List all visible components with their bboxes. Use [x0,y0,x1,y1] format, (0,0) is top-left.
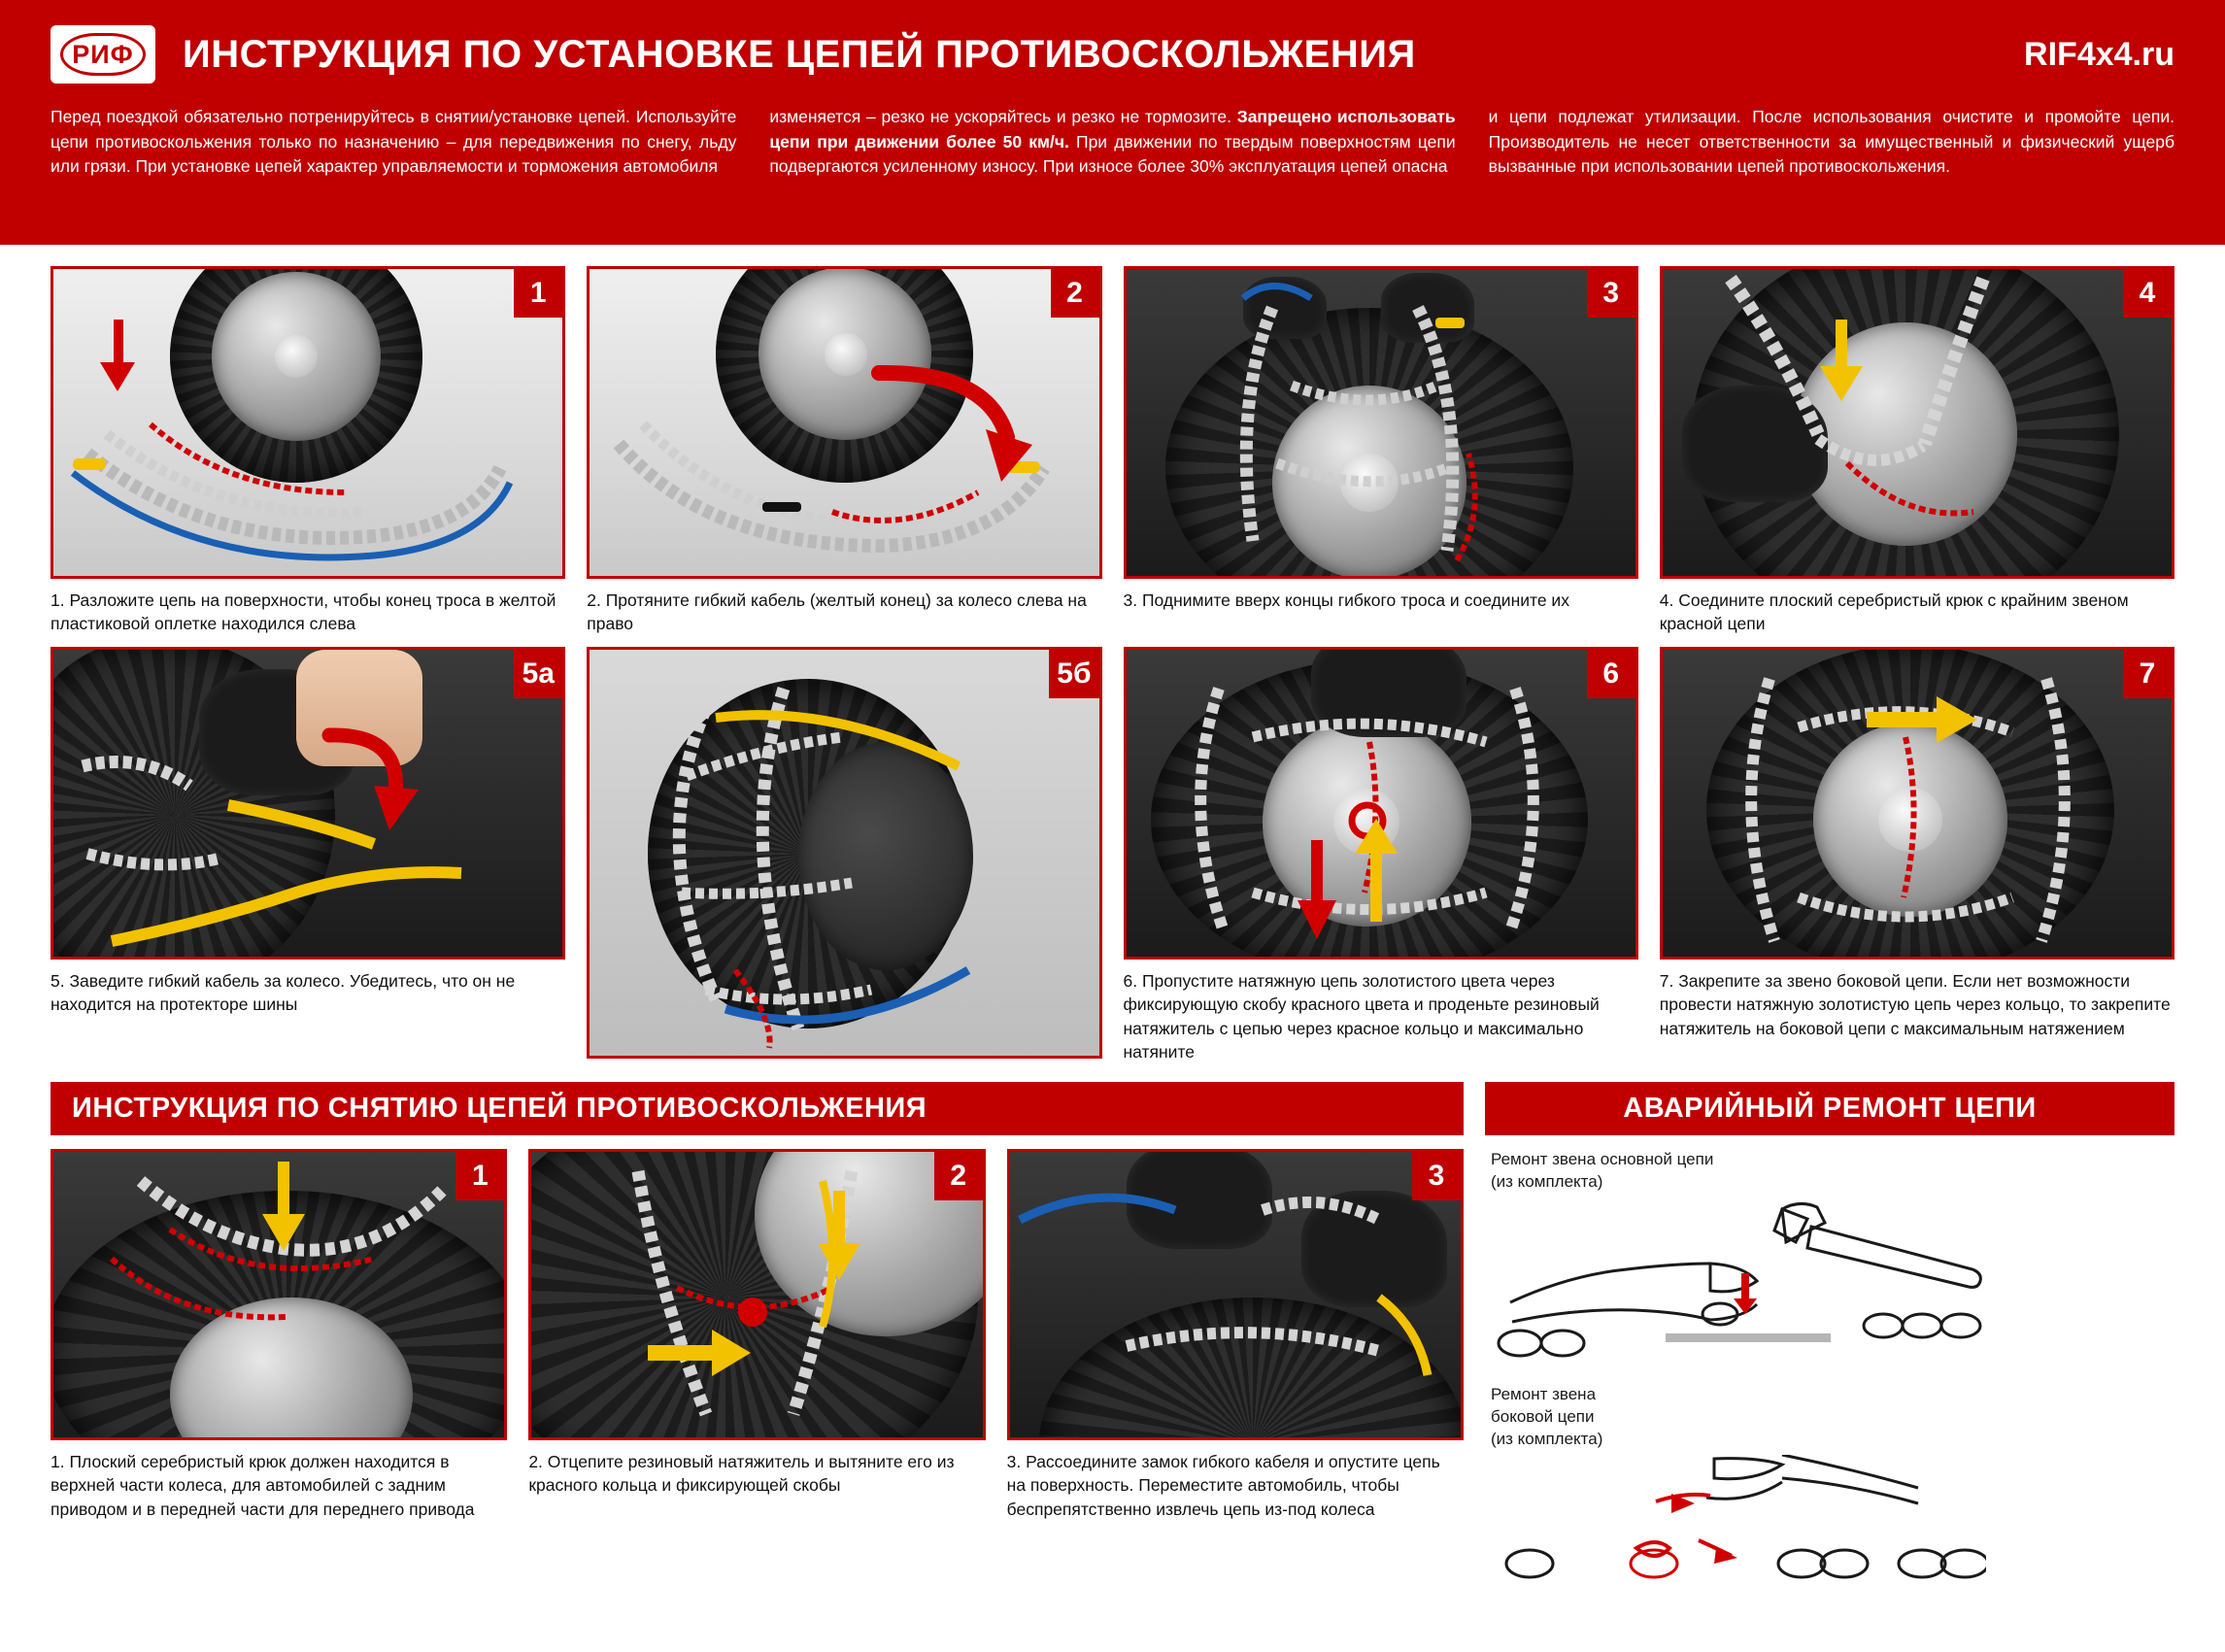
chain-on-wheel-illustration [1127,269,1612,579]
removal-step-2-caption: 2. Отцепите резиновый натяжитель и вытяните его из красного кольца и фиксирующей скобы [528,1452,955,1496]
install-row-1 [51,266,2174,635]
step-badge: 4 [2123,269,2172,318]
step-1-caption: 1. Разложите цепь на поверхности, чтобы конец троса в желтой пластиковой оплетке находился слева [51,590,556,634]
install-row-2 [51,647,2174,1068]
chain-fitted-illustration [590,650,1075,1059]
removal-step-3-photo [1007,1149,1464,1440]
step-2-photo [587,266,1101,579]
cable-behind-wheel-illustration [53,650,539,960]
step-badge: 1 [514,269,562,318]
step-5b-photo [587,647,1101,1059]
step-4-caption: 4. Соедините плоский серебристый крюк с крайним звеном красной цепи [1659,590,2129,634]
step-6-caption: 6. Пропустите натяжную цепь золотистого цвета через фиксирующую скобу красного цвета и проденьте резиновый натяжитель с цепью через красное кольцо и максимально натяните [1123,971,1600,1062]
removal-step-1 [51,1149,507,1601]
red-curved-arrow-icon [318,725,424,842]
intro-column-1: Перед поездкой обязательно потренируйтесь в снятии/установке цепей. Используйте цепи противоскольжения только по назначению – для передвижения по снегу, льду или грязи. При установке цепей характер управляемости и торможения автомобиля [51,107,737,177]
step-badge: 6 [1587,650,1635,698]
side-chain-repair-illustration [1491,1455,1986,1601]
step-badge: 5б [1049,650,1098,698]
yellow-arrow-right-icon [1867,687,1983,755]
install-step-2 [587,266,1101,635]
repair-content [1485,1149,2174,1601]
step-badge: 5а [514,650,562,698]
intro-column-2 [769,105,1455,180]
removal-step-3 [1007,1149,1464,1601]
removal-step-1-photo [51,1149,507,1440]
step-6-photo [1124,647,1638,960]
step-2-caption: 2. Протяните гибкий кабель (желтый конец) за колесо слева на право [587,590,1087,634]
yellow-arrow-up-icon [1345,815,1413,931]
repair-section-title: АВАРИЙНЫЙ РЕМОНТ ЦЕПИ [1485,1082,2174,1135]
intro-text-columns [51,105,2174,180]
step-7-caption: 7. Закрепите за звено боковой цепи. Если нет возможности провести натяжную золотистую цепь через кольцо, то закрепите натяжитель на боковой цепи с максимальным натяжением [1659,971,2171,1038]
page-title: ИНСТРУКЦИЯ ПО УСТАНОВКЕ ЦЕПЕЙ ПРОТИВОСКОЛЬЖЕНИЯ [183,32,1416,76]
bottom-section [51,1149,2174,1601]
repair-side-chain-label-line2: боковой цепи [1491,1407,1595,1427]
step-badge: 3 [1587,269,1635,318]
logo-text: РИФ [60,33,146,76]
removal-steps [51,1149,1464,1601]
repair-main-chain-label [1491,1149,2174,1194]
step-badge: 3 [1412,1152,1461,1200]
hook-and-red-chain-illustration [1663,269,2148,579]
step-3-photo [1124,266,1638,579]
install-step-4 [1660,266,2174,635]
removal-step-2-photo [528,1149,985,1440]
rif-logo [51,25,155,84]
install-step-5a [51,647,565,1068]
step-3-caption: 3. Поднимите вверх концы гибкого троса и соедините их [1123,590,1569,610]
step-badge: 1 [455,1152,504,1200]
intro-col2-warning: Запрещено использовать цепи при движении более 50 км/ч. [769,107,1456,152]
removal-section-title: ИНСТРУКЦИЯ ПО СНЯТИЮ ЦЕПЕЙ ПРОТИВОСКОЛЬЖЕНИЯ [51,1082,1464,1135]
red-arrow-down-icon [1290,840,1348,947]
repair-side-chain-label-line3: (из комплекта) [1491,1430,1603,1449]
removal-step-3-caption: 3. Рассоедините замок гибкого кабеля и опустите цепь на поверхность. Переместите автомобиль, чтобы беспрепятственно извлечь цепь из-под колеса [1006,1452,1440,1519]
install-step-1 [51,266,565,635]
section-bars [51,1082,2174,1135]
repair-side-chain-label [1491,1384,2174,1451]
red-arrow-down-icon [86,320,154,397]
step-4-photo [1660,266,2174,579]
step-1-photo [51,266,565,579]
chain-laid-out-illustration [53,366,539,579]
install-step-5b [587,647,1101,1068]
website-url: RIF4x4.ru [2024,35,2174,73]
step-5a-photo [51,647,565,960]
page-header [0,0,2225,245]
hammer-and-pliers-illustration [1491,1197,1986,1372]
red-curved-arrow-icon [871,361,1046,497]
step-badge: 2 [934,1152,983,1200]
repair-main-chain-label-line2: (из комплекта) [1491,1172,1603,1192]
step-badge: 7 [2123,650,2172,698]
step-badge: 2 [1051,269,1099,318]
yellow-arrow-right-icon [648,1322,755,1390]
install-step-6 [1124,647,1638,1068]
intro-col2-part2: При движении по твердым поверхностям цепи подвергаются усиленному износу. При износе более 30% эксплуатация цепей опасна [769,131,1456,177]
repair-side-chain-label-line1: Ремонт звена [1491,1385,1597,1404]
removal-step-2 [528,1149,985,1601]
header-top-row [51,17,2174,91]
yellow-arrow-down-icon [808,1191,876,1288]
tensioner-release-illustration [531,1152,985,1440]
intro-col2-part1: изменяется – резко не ускоряйтесь и резко не тормозите. [769,107,1237,126]
intro-column-3: и цепи подлежат утилизации. После использования очистите и промойте цепи. Производитель не несет ответственности за имущественный и физический ущерб вызванные при использовании цепей противоскольжения. [1488,107,2174,177]
yellow-arrow-down-icon [1806,320,1884,407]
repair-main-chain-label-line1: Ремонт звена основной цепи [1491,1150,1714,1169]
emergency-repair-panel [1485,1149,2174,1601]
step-5a-caption: 5. Заведите гибкий кабель за колесо. Убедитесь, что он не находится на протекторе шины [51,971,516,1015]
step-7-photo [1660,647,2174,960]
yellow-arrow-down-icon [253,1162,320,1259]
instruction-sheet [0,245,2225,1610]
cable-lock-release-illustration [1010,1152,1464,1440]
install-step-7 [1660,647,2174,1068]
hub-illustration [825,333,867,376]
removal-step-1-caption: 1. Плоский серебристый крюк должен находится в верхней части колеса, для автомобилей с задним приводом и в передней части для переднего привода [51,1452,475,1519]
install-step-3 [1124,266,1638,635]
